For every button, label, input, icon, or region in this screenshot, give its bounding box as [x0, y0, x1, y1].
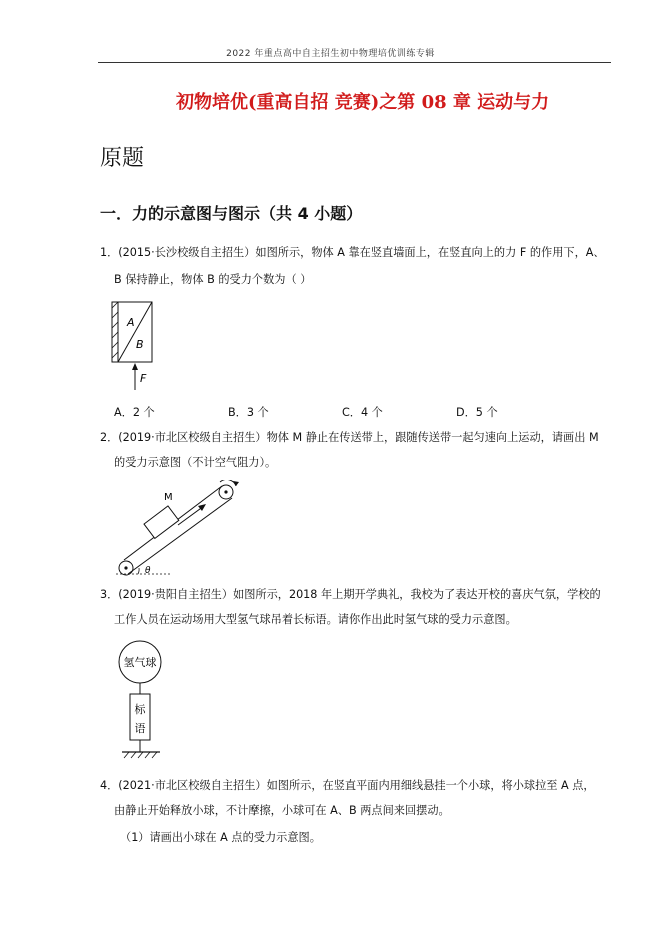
q1-option-c: C．4 个	[342, 406, 383, 419]
label-theta: θ	[145, 566, 151, 576]
document-title: 初物培优(重高自招 竞赛)之第 08 章 运动与力	[176, 92, 550, 113]
q1-option-d: D．5 个	[456, 406, 498, 419]
conveyor-belt-bottom	[128, 498, 232, 574]
balloon-label: 氢气球	[123, 656, 157, 669]
question-2-line-1: 2．(2019·市北区校级自主招生）物体 M 静止在传送带上，跟随传送带一起匀速向上运动，请画出 M	[100, 431, 599, 444]
page-header: 2022 年重点高中自主招生初中物理培优训练专辑	[226, 49, 435, 59]
force-arrowhead	[132, 363, 138, 370]
label-a: A	[127, 316, 135, 329]
subsection-heading: 一．力的示意图与图示（共 4 小题）	[100, 204, 363, 223]
block-m	[144, 506, 179, 538]
question-1-line-1: 1．(2015·长沙校级自主招生）如图所示，物体 A 靠在竖直墙面上，在竖直向上的力 F 的作用下，A、	[100, 246, 605, 259]
banner-char-2: 语	[134, 722, 146, 735]
header-divider	[98, 62, 611, 63]
label-b: B	[136, 338, 144, 351]
question-2-figure	[112, 480, 252, 580]
label-f: F	[140, 372, 147, 385]
q1-option-b: B．3 个	[228, 406, 269, 419]
question-4-line-2: 由静止开始释放小球，不计摩擦，小球可在 A、B 两点间来回摆动。	[114, 804, 450, 817]
question-1-figure	[108, 298, 168, 392]
section-heading: 原题	[100, 146, 145, 171]
label-m: M	[164, 492, 173, 503]
question-3-line-2: 工作人员在运动场用大型氢气球吊着长标语。请你作出此时氢气球的受力示意图。	[114, 613, 517, 626]
block-divider	[118, 302, 152, 362]
angle-arc	[138, 568, 139, 574]
question-1-line-2: B 保持静止，物体 B 的受力个数为（ ）	[114, 273, 312, 286]
q1-option-a: A．2 个	[114, 406, 155, 419]
banner-char-1: 标	[134, 703, 146, 716]
question-4-line-3: （1）请画出小球在 A 点的受力示意图。	[120, 831, 321, 844]
question-3-figure	[108, 640, 178, 765]
question-3-line-1: 3．(2019·贵阳自主招生）如图所示，2018 年上期开学典礼，我校为了表达开校的喜庆气氛，学校的	[100, 588, 601, 601]
question-4-line-1: 4．(2021·市北区校级自主招生）如图所示，在竖直平面内用细线悬挂一个小球，将小球拉至 A 点，	[100, 779, 595, 792]
question-2-line-2: 的受力示意图（不计空气阻力）。	[114, 456, 277, 469]
